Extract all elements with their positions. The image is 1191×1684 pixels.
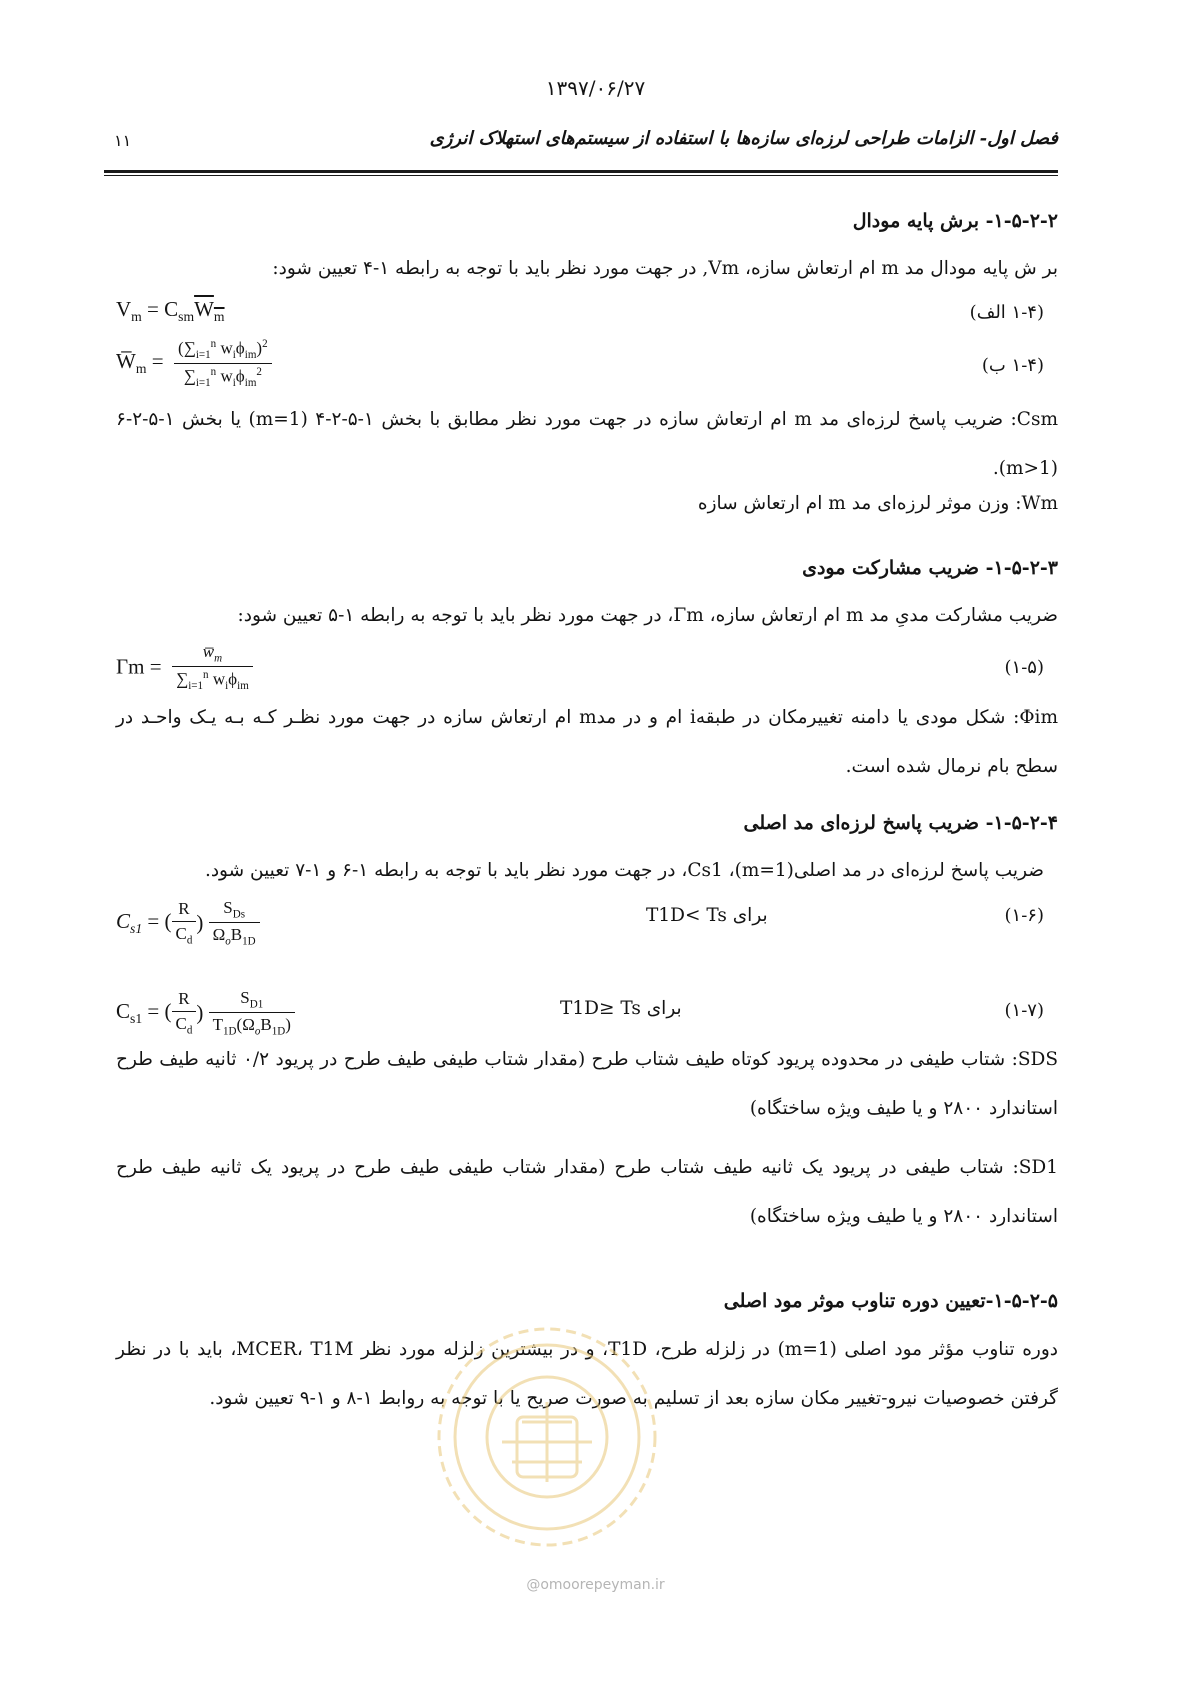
- equation-5: Γm = $\frac{w̅_m}{\sum_{i=1}^n w_i\phi_{im}}$: [116, 642, 253, 692]
- modal-base-shear-intro: بر ش پایه مودال مد m ام ارتعاش سازه، Vm, در جهت مورد نظر باید با توجه به رابطه ۱-۴ تعیین شود:: [272, 258, 1058, 279]
- equation-7: $C_{s1}$ = ( $\frac{R}{C_d}$ ) $\frac{S_{D1}}{T_{1D}(\Omega_oB_{1D})}$: [116, 988, 295, 1038]
- section-heading-participation-factor: ۱-۵-۲-۳- ضریب مشارکت مودی: [802, 557, 1058, 579]
- participation-factor-intro: ضریب مشارکت مدیِ مد m ام ارتعاش سازه، Γm، در جهت مورد نظر باید با توجه به رابطه ۱-۵ تعیین شود:: [237, 605, 1058, 626]
- page-number: ۱۱: [114, 131, 132, 150]
- section-heading-effective-period: ۱-۵-۲-۵-تعیین دوره تناوب موثر مود اصلی: [723, 1290, 1058, 1312]
- sd1-definition: SD1: شتاب طیفی در پریود یک ثانیه طیف شتاب طرح (مقدار شتاب طیفی طیف طرح در پریود یک ثانیه طیف طرح استاندارد ۲۸۰۰ و یا طیف ویژه ساختگاه): [116, 1157, 1058, 1227]
- equation-6-condition: برای T1D< Ts: [646, 905, 768, 926]
- equation-4b: $W̅_m$ = $\frac{(\sum_{i=1}^n w_i\phi_{im})^2}{\sum_{i=1}^n w_i\phi_{im}^2}$: [116, 338, 272, 389]
- equation-4a: $V_m = C_{sm}W_m$: [116, 297, 225, 325]
- sds-definition: SDS: شتاب طیفی در محدوده پریود کوتاه طیف شتاب طرح (مقدار شتاب طیفی طیف طرح در پریود ۰/۲ ثانیه طیف طرح استاندارد ۲۸۰۰ و یا طیف ویژه ساختگاه): [116, 1049, 1058, 1119]
- equation-7-label: (۱-۷): [1004, 1000, 1044, 1021]
- watermark-seal-icon: [432, 1322, 662, 1552]
- section-heading-modal-base-shear: ۱-۵-۲-۲- برش پایه مودال: [852, 210, 1058, 232]
- equation-4a-label: (۱-۴ الف): [969, 302, 1044, 323]
- watermark-text: @omoorepeyman.ir: [526, 1577, 665, 1593]
- effective-period-intro: دوره تناوب مؤثر مود اصلی (m=1) در زلزله طرح، T1D، و در بیشترین زلزله مورد نظر MCER، T1M، باید با در نظر گرفتن خصوصیات نیرو-تغییر مکان سازه بعد از تسلیم به صورت صریح یا با توجه به روابط ۱-۸ و ۱-۹ تعیین شود.: [116, 1339, 1059, 1409]
- equation-6: $C_{s1}$ = ( $\frac{R}{C_d}$ ) $\frac{S_{Ds}}{\Omega_oB_{1D}}$: [116, 898, 260, 948]
- equation-5-label: (۱-۵): [1004, 657, 1044, 678]
- equation-4b-label: (۱-۴ ب): [981, 355, 1044, 376]
- chapter-title: فصل اول- الزامات طراحی لرزه‌ای سازه‌ها با استفاده از سیستم‌های استهلاک انرژی: [429, 128, 1058, 149]
- equation-6-label: (۱-۶): [1004, 905, 1044, 926]
- seismic-response-intro: ضریب پاسخ لرزه‌ای در مد اصلی(m=1)، Cs1، در جهت مورد نظر باید با توجه به رابطه ۱-۶ و ۱-۷ تعیین شود.: [204, 860, 1044, 881]
- header-rule-thin: [104, 175, 1058, 176]
- csm-definition: Csm: ضریب پاسخ لرزه‌ای مد m ام ارتعاش سازه در جهت مورد نظر مطابق با بخش ۱-۵-۲-۴ (m=1) یا بخش ۱-۵-۲-۶ (m>1).: [116, 409, 1058, 479]
- equation-7-condition: برای T1D≥ Ts: [560, 998, 682, 1019]
- document-date: ۱۳۹۷/۰۶/۲۷: [545, 76, 646, 100]
- section-heading-seismic-response-coefficient: ۱-۵-۲-۴- ضریب پاسخ لرزه‌ای مد اصلی: [743, 812, 1058, 834]
- header-rule-thick: [104, 170, 1058, 173]
- wm-definition: Wm: وزن موثر لرزه‌ای مد m ام ارتعاش سازه: [697, 493, 1058, 514]
- phi-definition: Φim: شکل مودی یا دامنه تغییرمکان در طبقهi ام و در مدm ام ارتعاش سازه در جهت مورد نظـر کـه بـه یـک واحـد در سطح بام نرمال شده است.: [116, 707, 1059, 777]
